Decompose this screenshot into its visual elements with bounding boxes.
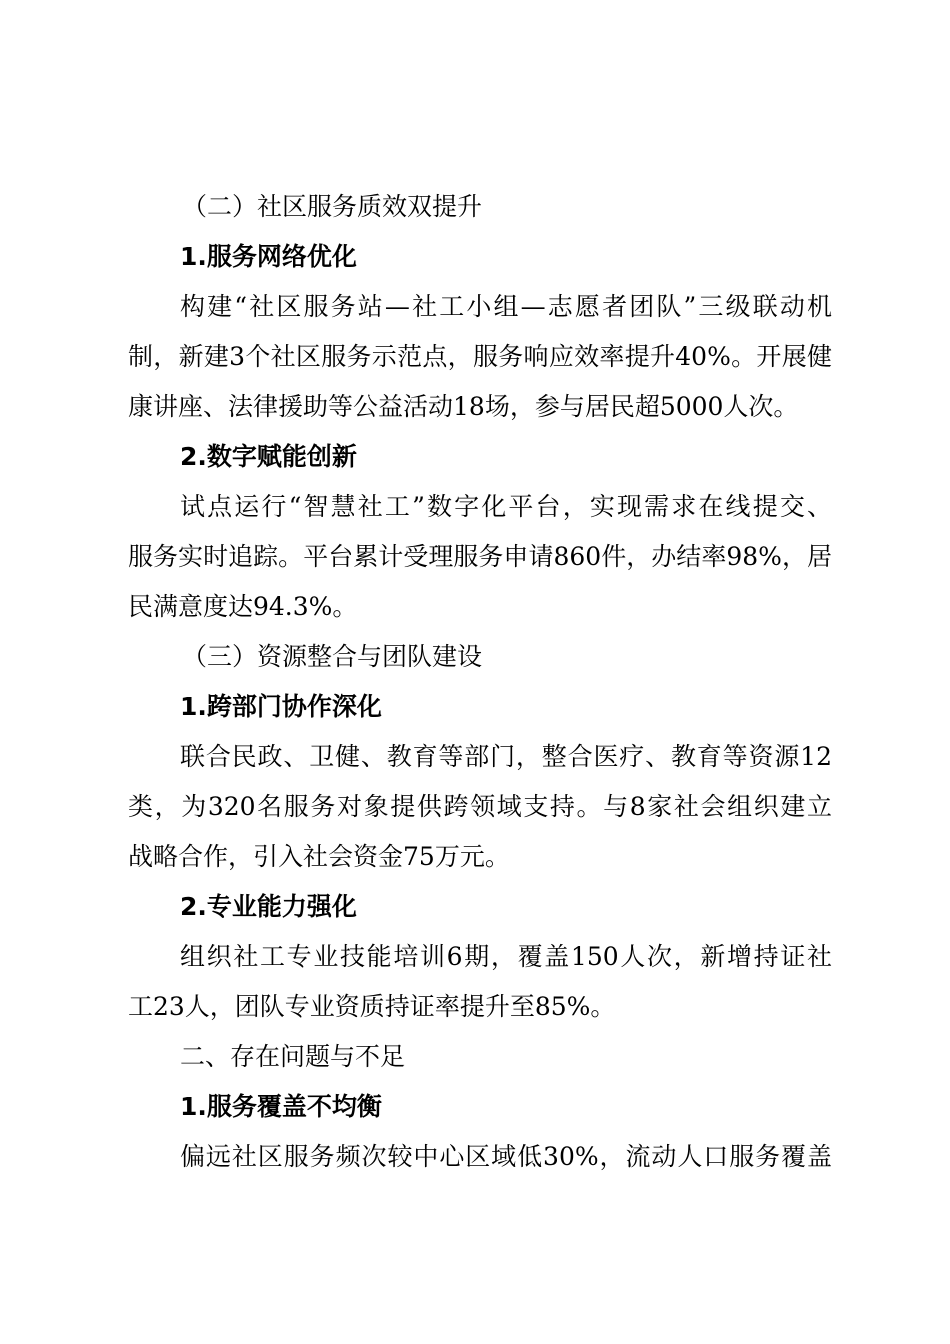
item-title-digital-empowerment: 2.数字赋能创新 bbox=[180, 442, 357, 471]
item-title-professional-capacity: 2.专业能力强化 bbox=[180, 892, 357, 921]
paragraph-line: 民满意度达94.3%。 bbox=[128, 592, 358, 621]
paragraph-line: 制，新建3个社区服务示范点，服务响应效率提升40%。开展健 bbox=[128, 342, 832, 371]
paragraph-line: 战略合作，引入社会资金75万元。 bbox=[128, 842, 510, 871]
paragraph-line: 组织社工专业技能培训6期，覆盖150人次，新增持证社 bbox=[180, 942, 832, 971]
item-title-coverage-imbalance: 1.服务覆盖不均衡 bbox=[180, 1092, 382, 1121]
paragraph-line: 试点运行“智慧社工”数字化平台，实现需求在线提交、 bbox=[180, 492, 832, 521]
paragraph-line: 康讲座、法律援助等公益活动18场，参与居民超5000人次。 bbox=[128, 392, 799, 421]
paragraph-line: 工23人，团队专业资质持证率提升至85%。 bbox=[128, 992, 616, 1021]
paragraph-line: 构建“社区服务站—社工小组—志愿者团队”三级联动机 bbox=[180, 292, 832, 321]
paragraph-line: 类，为320名服务对象提供跨领域支持。与8家社会组织建立 bbox=[128, 792, 832, 821]
section-heading-problems: 二、存在问题与不足 bbox=[180, 1042, 406, 1071]
paragraph-line: 服务实时追踪。平台累计受理服务申请860件，办结率98%，居 bbox=[128, 542, 832, 571]
item-title-cross-department: 1.跨部门协作深化 bbox=[180, 692, 382, 721]
section-heading-3: （三）资源整合与团队建设 bbox=[182, 642, 483, 671]
paragraph-line: 偏远社区服务频次较中心区域低30%，流动人口服务覆盖 bbox=[180, 1142, 832, 1171]
section-heading-2: （二）社区服务质效双提升 bbox=[182, 192, 483, 221]
item-title-service-network: 1.服务网络优化 bbox=[180, 242, 357, 271]
paragraph-line: 联合民政、卫健、教育等部门，整合医疗、教育等资源12 bbox=[180, 742, 832, 771]
